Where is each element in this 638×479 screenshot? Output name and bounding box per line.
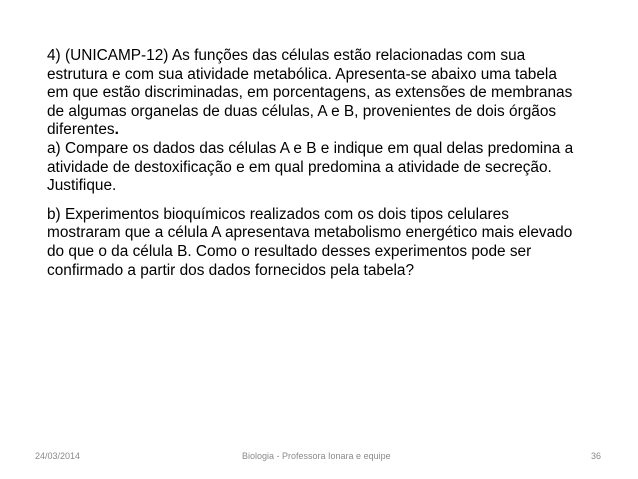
intro-line: estrutura e com sua atividade metabólica. Apresenta-se abaixo uma tabela: [47, 65, 557, 83]
part-a-line: a) Compare os dados das células A e B e indique em qual delas predomina a: [47, 139, 574, 157]
intro-line: 4) (UNICAMP-12) As funções das células estão relacionadas com sua: [47, 47, 526, 64]
part-b-line: do que o da célula B. Como o resultado desses experimentos pode ser: [47, 242, 532, 260]
intro-last-dot: .: [114, 121, 119, 139]
intro-line-last: [47, 121, 607, 140]
intro-line: de algumas organelas de duas células, A e B, provenientes de dois órgãos: [47, 102, 557, 120]
footer-date: 24/03/2014: [35, 451, 81, 461]
part-a-line: Justifique.: [47, 177, 117, 195]
part-b-line: confirmado a partir dos dados fornecidos pela tabela?: [47, 261, 415, 279]
page-number: 36: [590, 451, 601, 461]
intro-last-text: diferentes: [47, 121, 115, 139]
paragraph-gap: [47, 196, 607, 206]
part-b-line: b) Experimentos bioquímicos realizados com os dois tipos celulares: [47, 205, 509, 223]
intro-line: em que estão discriminadas, em porcentagens, as extensões de membranas: [47, 84, 573, 102]
part-b-line: mostraram que a célula A apresentava metabolismo energético mais elevado: [47, 224, 573, 242]
part-a-line: atividade de destoxificação e em qual predomina a atividade de secreção.: [47, 158, 552, 176]
footer-title: Biologia - Professora Ionara e equipe: [242, 451, 391, 461]
question-text: [47, 47, 607, 280]
